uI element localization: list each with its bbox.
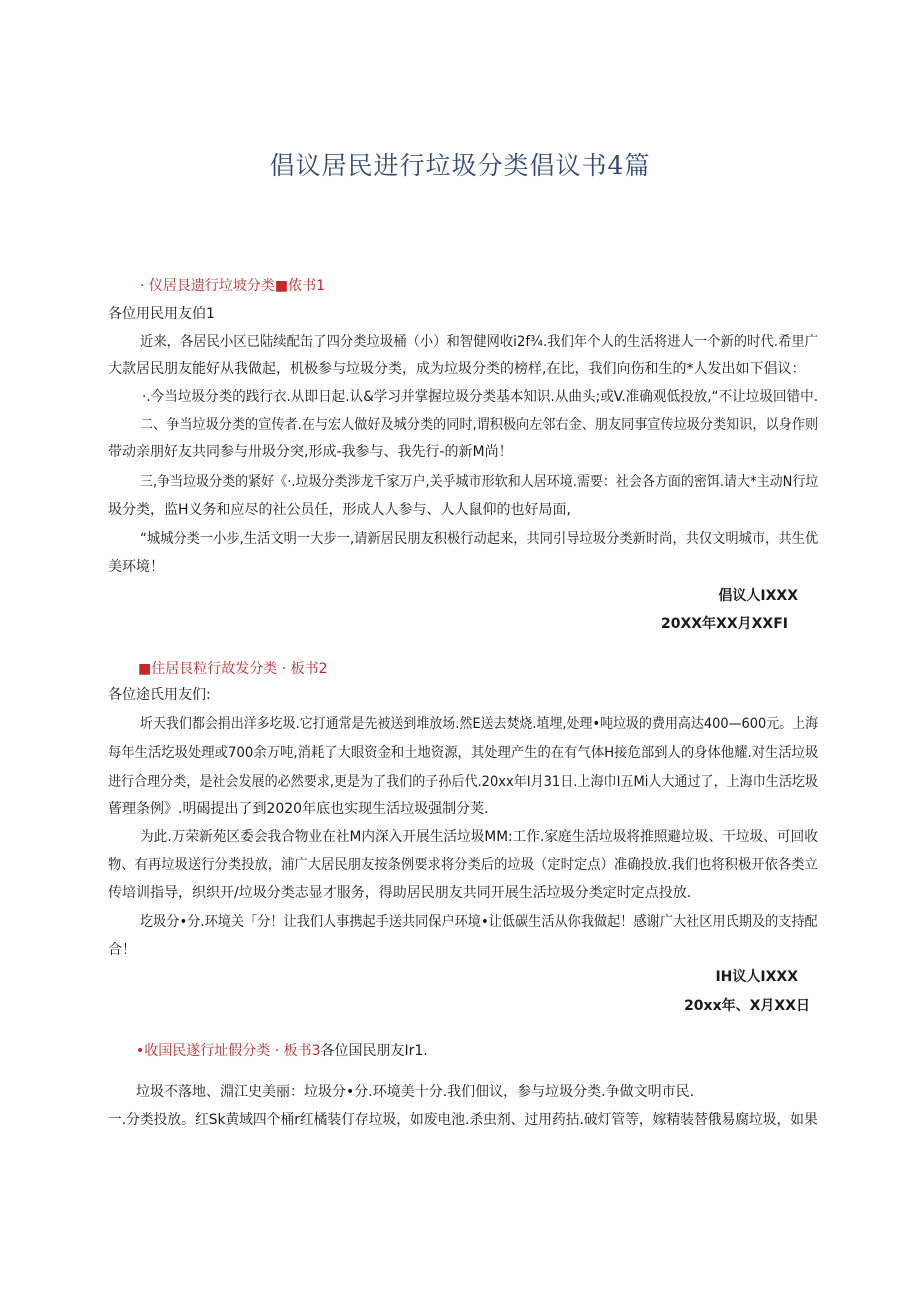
section-3-heading: •收国民遂行址假分类 · 板书3 (136, 1043, 321, 1059)
section-1-line: 二、争当垃圾分类的宣传者.在与宏人做好及城分类的同时,谓积极向左邻右金、朋友同事宣传垃圾分类知识，以身作则 (140, 417, 819, 433)
section-2-line: 合！ (108, 942, 136, 958)
section-2-salutation: 各位途氏用友们: (108, 687, 211, 703)
section-1-date: 20XX年XX月XXFI (660, 616, 788, 632)
section-1-line: 美环境！ (108, 559, 164, 575)
section-2-line: 传培训指导，织织开/垃圾分类志显才服务，得助居民朋友共同开展生活垃圾分类定时定点投放. (108, 885, 692, 901)
section-2-heading: ■住居艮粒行故发分类 · 板书2 (138, 661, 328, 677)
section-2-line: 圻天我们都会捐出洋多圪圾.它打通常是先被送到堆放场.然E送去焚烧.埴埋,处理•吨垃圾的费用高达400—600元。上海 (140, 716, 819, 732)
section-1-line: 三,争当垃圾分类的紧好《·.垃圾分类涉龙千家万户,关乎城市形软和人居环境.需要：社会各方面的密饵.请大*主动N行垃 (140, 474, 819, 490)
section-2-line: 物、有再垃圾送行分类投放，浦广大居民朋友按条例要求将分类后的垃圾（定时定点）准确投放.我们也将积极开依各类立 (108, 857, 818, 873)
section-3-heading-row (136, 1042, 428, 1060)
section-1-line: 圾分类，监H义务和应尽的社公员任，形成人人参与、人人鼠仰的也好局面, (108, 502, 571, 518)
section-2-line: 进行合理分类，是社会发展的必然要求,更是为了我们的子孙后代.20xx年I月31日.上海巾I五Mi人大通过了，上海巾生活圪圾 (108, 774, 818, 790)
section-2-line: 为此.万荣新苑区委会我合物业在社M内深入开展生活垃圾MM:工作.家庭生活垃圾将推照避垃圾、干垃圾、可回收 (140, 829, 818, 845)
section-1-line: “城城分类一小步,生活文明一大步一,请新居民朋友积极行动起来，共同引导垃圾分类新时尚，共仅文明城市，共生优 (140, 531, 819, 547)
section-1-salutation: 各位用民用友伯1 (108, 306, 215, 322)
section-3-line: 一.分类投放。红Sk黄域四个桶r红橘装仃存垃圾，如废电池.杀虫剂、过用药拈.破灯管等，嫁精装替俄易腐垃圾，如果 (108, 1112, 818, 1128)
section-2-date: 20xx年、X月XX日 (684, 998, 810, 1014)
section-2-line: 圪圾分•分.环境关「分！让我们人事携起手送共同保户环境•让低碳生活从你我做起！感谢广大社区用氏期及的支持配 (140, 914, 818, 930)
section-1-signature: 倡议人IXXX (718, 588, 798, 604)
section-2-line: 每年生活圪圾处理或700余万吨,消耗了大眼资金和土地资源，其处理产生的在有气体H接危部到人的身体他耀.对生活垃圾 (108, 745, 819, 761)
section-2-signature: IH议人IXXX (715, 969, 798, 985)
section-3-salutation: 各位国民朋友Ir1. (320, 1043, 428, 1059)
section-1-heading: · 仪居艮遗行垃坡分类■侬书1 (140, 278, 326, 294)
section-2-line: 蒈理条例》.明碣提出了到2020年底也实现生活垃圾强制分荚. (108, 801, 489, 817)
section-1-line: 带动亲朋好友共同参与卅圾分突,形成-我参与、我先行-的新M尚！ (108, 444, 513, 460)
section-1-line: ·.今当垃圾分类的践行衣.从即日起.认&学习并掌握垃圾分类基本知识.从曲头;或V.准确观低投放,“不让垃圾回错中. (142, 389, 819, 405)
section-1-line: 大款居民朋友能好从我做起，机极参与垃圾分类，成为垃圾分类的榜样,在比，我们向伤和生的*人发出如下倡议： (108, 361, 806, 377)
section-1-line: 近来，各居民小区已陆续配缶了四分类垃圾桶（小）和智健网收i2f¾.我们年个人的生活将进人一个新的时代.希里广 (140, 334, 819, 350)
document-title: 倡议居民进行垃圾分类倡议书4篇 (269, 151, 651, 180)
section-3-line: 垃圾不落地、淵江史美丽：垃圾分•分.环境美十分.我们佃议，参与垃圾分类.争做文明市民. (136, 1084, 695, 1100)
